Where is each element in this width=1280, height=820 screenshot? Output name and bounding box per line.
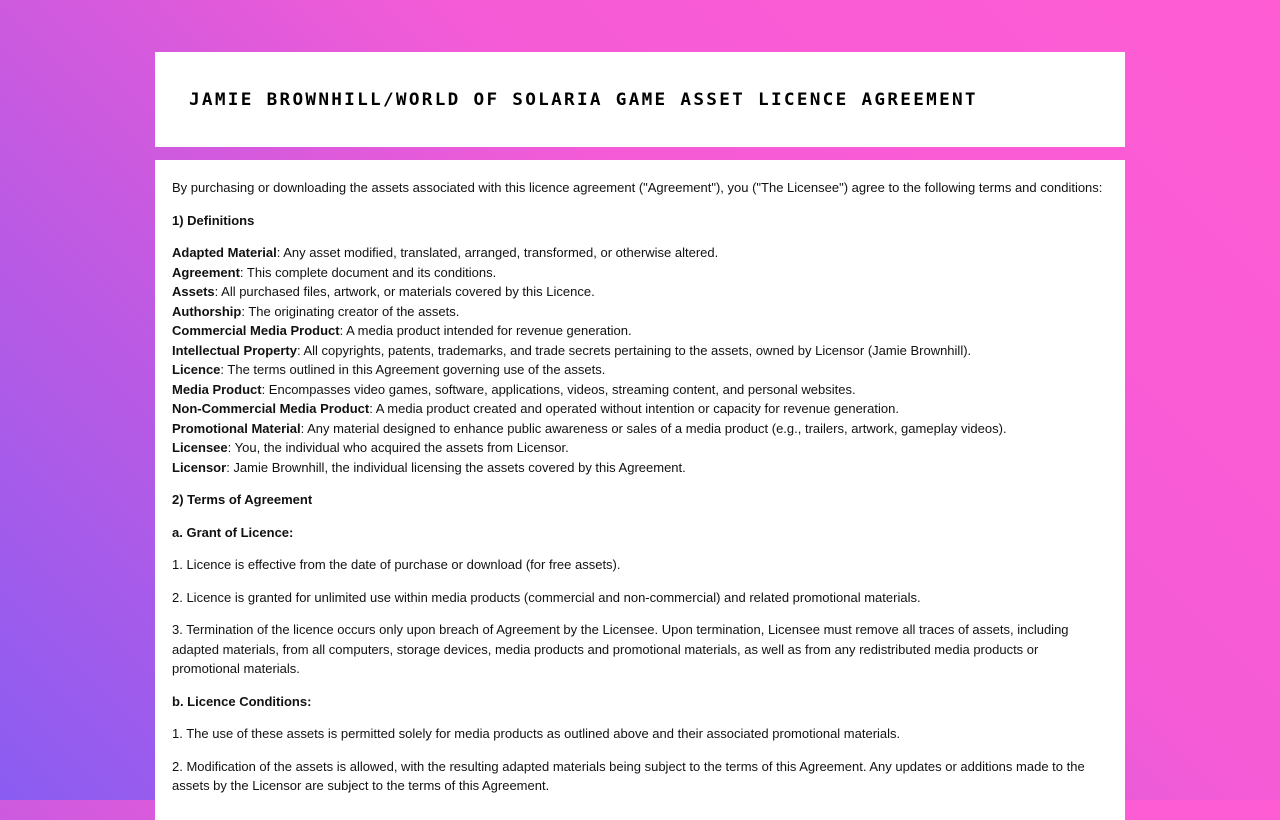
condition-clause: 1. The use of these assets is permitted solely for media products as outlined above and their associated promotional materials. [172, 726, 901, 741]
definition-item [172, 458, 1108, 478]
definition-item [172, 438, 1108, 458]
grant-clause: 3. Termination of the licence occurs only upon breach of Agreement by the Licensee. Upon termination, Licensee must remove all traces of assets, including adapted materials, from all computers, storage devices, media products and promotional materials, as well as from any redistributed media products or promotional materials. [172, 622, 1069, 676]
definition-term: Licence [172, 362, 221, 377]
definition-text: : Any asset modified, translated, arranged, transformed, or otherwise altered. [276, 245, 719, 260]
definition-item [172, 302, 1108, 322]
definition-item [172, 399, 1108, 419]
grant-clause: 2. Licence is granted for unlimited use within media products (commercial and non-commercial) and related promotional materials. [172, 589, 921, 605]
definition-term: Licensor [172, 459, 227, 475]
definition-item [172, 341, 1108, 361]
definition-term: Agreement [172, 264, 240, 280]
definition-term: Licensee [172, 440, 228, 455]
definition-term: Commercial Media Product [172, 323, 340, 338]
definition-term: Non-Commercial Media Product [172, 401, 370, 416]
definition-text: : The originating creator of the assets. [241, 303, 460, 319]
definition-item [172, 360, 1108, 380]
section-heading-definitions: 1) Definitions [172, 212, 255, 228]
definition-text: : All purchased files, artwork, or materials covered by this Licence. [214, 284, 595, 299]
definition-item [172, 419, 1108, 439]
page-title: JAMIE BROWNHILL/WORLD OF SOLARIA GAME ASSET LICENCE AGREEMENT [189, 90, 978, 110]
definition-term: Adapted Material [172, 245, 277, 260]
definition-text: : Jamie Brownhill, the individual licensing the assets covered by this Agreement. [226, 459, 686, 475]
definition-term: Media Product [172, 381, 262, 397]
definition-text: : Any material designed to enhance public awareness or sales of a media product (e.g., trailers, artwork, gameplay videos). [300, 420, 1007, 436]
definition-term: Authorship [172, 303, 242, 319]
definition-item [172, 282, 1108, 302]
definition-item [172, 243, 1108, 263]
definition-term: Intellectual Property [172, 342, 297, 358]
subheading-grant: a. Grant of Licence: [172, 524, 294, 540]
definition-text: : Encompasses video games, software, applications, videos, streaming content, and personal websites. [261, 381, 856, 397]
definition-text: : This complete document and its conditions. [239, 264, 497, 280]
definition-text: : A media product intended for revenue generation. [339, 323, 632, 338]
subheading-conditions: b. Licence Conditions: [172, 693, 312, 709]
definition-item [172, 380, 1108, 400]
definition-text: : The terms outlined in this Agreement governing use of the assets. [220, 362, 606, 377]
condition-clause: 2. Modification of the assets is allowed, with the resulting adapted materials being subject to the terms of this Agreement. Any updates or additions made to the assets by the Licensor are subject to the terms of this Agreement. [172, 758, 1085, 793]
definition-item [172, 321, 1108, 341]
definition-text: : You, the individual who acquired the assets from Licensor. [227, 440, 569, 455]
intro-text: By purchasing or downloading the assets associated with this licence agreement ("Agreement"), you ("The Licensee") agree to the following terms and conditions: [172, 180, 1103, 195]
definitions-list [172, 243, 1108, 477]
definition-text: : All copyrights, patents, trademarks, and trade secrets pertaining to the assets, owned by Licensor (Jamie Brownhill). [296, 342, 972, 358]
grant-clause: 1. Licence is effective from the date of purchase or download (for free assets). [172, 557, 621, 572]
definition-item [172, 263, 1108, 283]
header-panel [155, 52, 1125, 147]
definition-text: : A media product created and operated without intention or capacity for revenue generation. [369, 401, 899, 416]
definition-term: Assets [172, 284, 215, 299]
section-heading-terms: 2) Terms of Agreement [172, 492, 313, 507]
agreement-body [155, 160, 1125, 820]
definition-term: Promotional Material [172, 420, 301, 436]
